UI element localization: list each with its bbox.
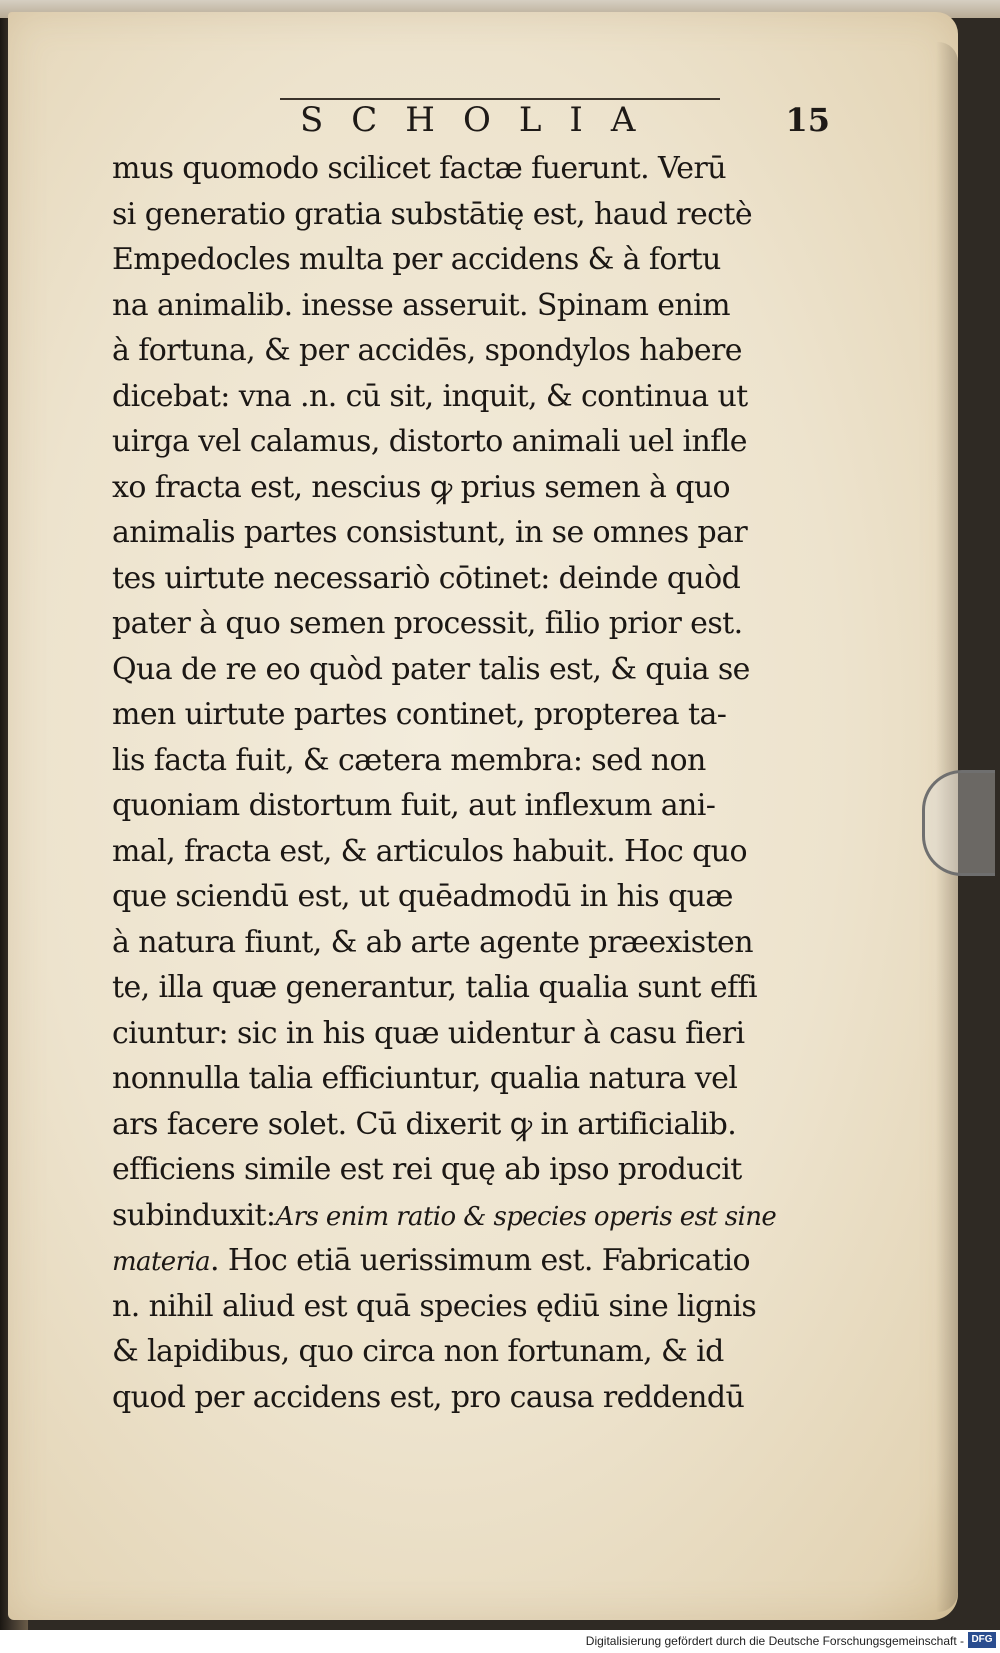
text-line: te, illa quæ generantur, talia qualia sunt effi <box>112 970 757 1005</box>
digitization-footer <box>0 1630 1000 1653</box>
text-italic: Ars enim ratio & species operis est sine <box>275 1201 777 1232</box>
text-roman: subinduxit: <box>112 1197 276 1233</box>
text-line: quoniam distortum fuit, aut inflexum ani- <box>112 788 716 823</box>
text-line: n. nihil aliud est quā species ędiū sine lignis <box>112 1288 757 1324</box>
text-line: mus quomodo scilicet factæ fuerunt. Verū <box>112 151 726 186</box>
text-line: pater à quo semen processit, filio prior est. <box>112 606 743 641</box>
text-line: dicebat: vna .n. cū sit, inquit, & continua ut <box>112 378 748 414</box>
text-line-with-italic <box>112 1238 832 1284</box>
text-italic: materia <box>112 1247 211 1277</box>
text-line: lis facta fuit, & cætera membra: sed non <box>112 742 706 778</box>
text-roman: . Hoc etiā uerissimum est. Fabricatio <box>210 1243 750 1278</box>
text-line: si generatio gratia substātię est, haud rectè <box>112 196 752 232</box>
text-line: men uirtute partes continet, propterea ta- <box>112 697 727 732</box>
text-line: quod per accidens est, pro causa reddendū <box>112 1379 745 1415</box>
dfg-logo: DFG <box>968 1632 996 1648</box>
text-line-with-italic <box>112 1193 832 1239</box>
running-title: SCHOLIA <box>300 100 664 140</box>
page-header <box>120 98 830 142</box>
text-line: à natura fiunt, & ab arte agente præexisten <box>112 924 753 960</box>
text-line: xo fracta est, nescius ꝙ prius semen à quo <box>112 469 730 505</box>
text-line: Qua de re eo quòd pater talis est, & quia se <box>112 651 750 687</box>
text-line: que sciendū est, ut quēadmodū in his quæ <box>112 879 733 914</box>
text-line: nonnulla talia efficiuntur, qualia natura vel <box>112 1061 738 1096</box>
body-text <box>112 146 832 1420</box>
page-number: 15 <box>785 101 830 139</box>
text-line: na animalib. inesse asseruit. Spinam enim <box>112 287 730 323</box>
text-line: ars facere solet. Cū dixerit ꝙ in artificialib. <box>112 1106 737 1142</box>
text-line: mal, fracta est, & articulos habuit. Hoc quo <box>112 833 747 869</box>
funding-credit: Digitalisierung gefördert durch die Deutsche Forschungsgemeinschaft - <box>585 1634 964 1648</box>
text-line: tes uirtute necessariò cōtinet: deinde quòd <box>112 560 741 596</box>
text-line: ciuntur: sic in his quæ uidentur à casu fieri <box>112 1015 745 1051</box>
text-line: animalis partes consistunt, in se omnes par <box>112 515 748 550</box>
text-line: Empedocles multa per accidens & à fortu <box>112 242 721 277</box>
text-line: uirga vel calamus, distorto animali uel infle <box>112 424 747 459</box>
text-line: à fortuna, & per accidēs, spondylos habere <box>112 333 742 368</box>
page-clip <box>922 770 995 876</box>
text-line: & lapidibus, quo circa non fortunam, & id <box>112 1334 724 1369</box>
text-line: efficiens simile est rei quę ab ipso producit <box>112 1152 742 1187</box>
